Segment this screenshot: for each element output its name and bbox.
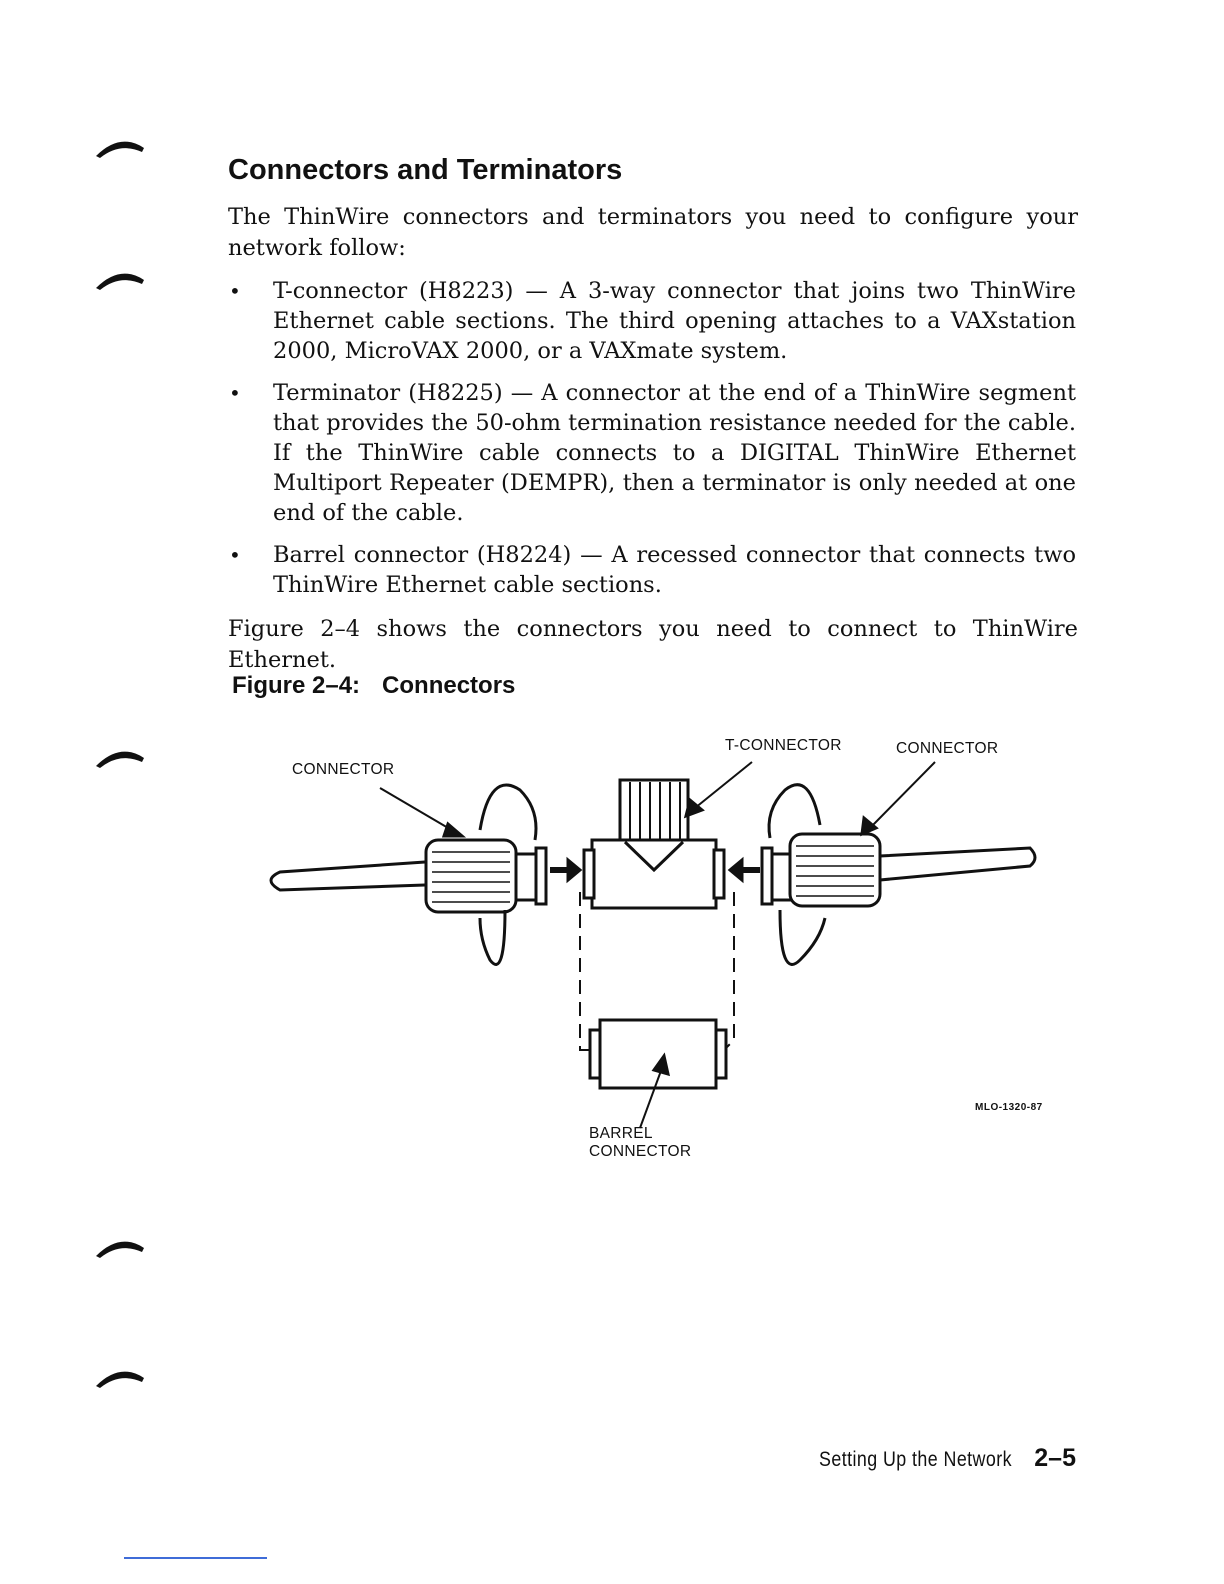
binder-hole-mark — [92, 1230, 152, 1260]
left-cable — [271, 862, 425, 890]
intro-paragraph: The ThinWire connectors and terminators you need to configure your network follow: — [228, 204, 1078, 261]
label-t-connector: T-CONNECTOR — [725, 737, 842, 754]
list-item — [226, 378, 1076, 528]
barrel-guide-left — [580, 892, 592, 1050]
t-connector-leader — [695, 762, 752, 808]
list-item-text: T-connector (H8223) — A 3-way connector that joins two ThinWire Ethernet cable sections. The third opening attaches to a VAXstation 2000, MicroVAX 2000, or a VAXmate system. — [273, 278, 1076, 364]
binder-hole-mark — [92, 262, 152, 292]
connectors-diagram — [240, 720, 1040, 1180]
figure-caption — [232, 672, 515, 700]
bottom-rule — [124, 1557, 267, 1559]
list-item — [226, 276, 1076, 366]
list-item — [226, 540, 1076, 600]
figure-reference-paragraph: Figure 2–4 shows the connectors you need to connect to ThinWire Ethernet. — [228, 616, 1078, 673]
section-heading: Connectors and Terminators — [228, 154, 623, 186]
right-connector-leader — [870, 762, 935, 828]
label-barrel-line2: CONNECTOR — [589, 1143, 692, 1160]
left-connector-leader — [380, 788, 455, 832]
label-barrel-line1: BARREL — [589, 1125, 653, 1142]
figure-id: MLO-1320-87 — [975, 1102, 1043, 1113]
left-connector-body — [426, 840, 516, 912]
label-connector-right: CONNECTOR — [896, 740, 999, 757]
barrel-guide-right — [724, 892, 734, 1050]
binder-hole-mark — [92, 130, 152, 160]
list-item-text: Terminator (H8225) — A connector at the end of a ThinWire segment that provides the 50-ohm termination resistance needed for the cable. If the ThinWire cable connects to a DIGITAL ThinWire Ethernet Multiport Repeater (DEMPR), then a terminator is only needed at one end of the cable. — [273, 380, 1076, 526]
connector-list — [226, 276, 1076, 612]
bullet-mark: • — [229, 381, 241, 405]
page-number: 2–5 — [1034, 1444, 1076, 1472]
footer-section-title: Setting Up the Network — [819, 1448, 1013, 1471]
label-connector-left: CONNECTOR — [292, 761, 395, 778]
right-rotation-arrow — [769, 785, 820, 838]
bullet-mark: • — [229, 279, 241, 303]
figure-title: Connectors — [382, 672, 516, 699]
bullet-mark: • — [229, 543, 241, 567]
figure-number: Figure 2–4: — [232, 672, 361, 699]
left-rotation-arrow — [480, 785, 536, 840]
right-cable — [880, 848, 1035, 880]
list-item-text: Barrel connector (H8224) — A recessed connector that connects two ThinWire Ethernet cable sections. — [273, 542, 1076, 598]
binder-hole-mark — [92, 740, 152, 770]
t-connector-body — [592, 840, 716, 908]
page-footer — [785, 1444, 1076, 1473]
binder-hole-mark — [92, 1360, 152, 1390]
right-connector-body — [790, 834, 880, 906]
